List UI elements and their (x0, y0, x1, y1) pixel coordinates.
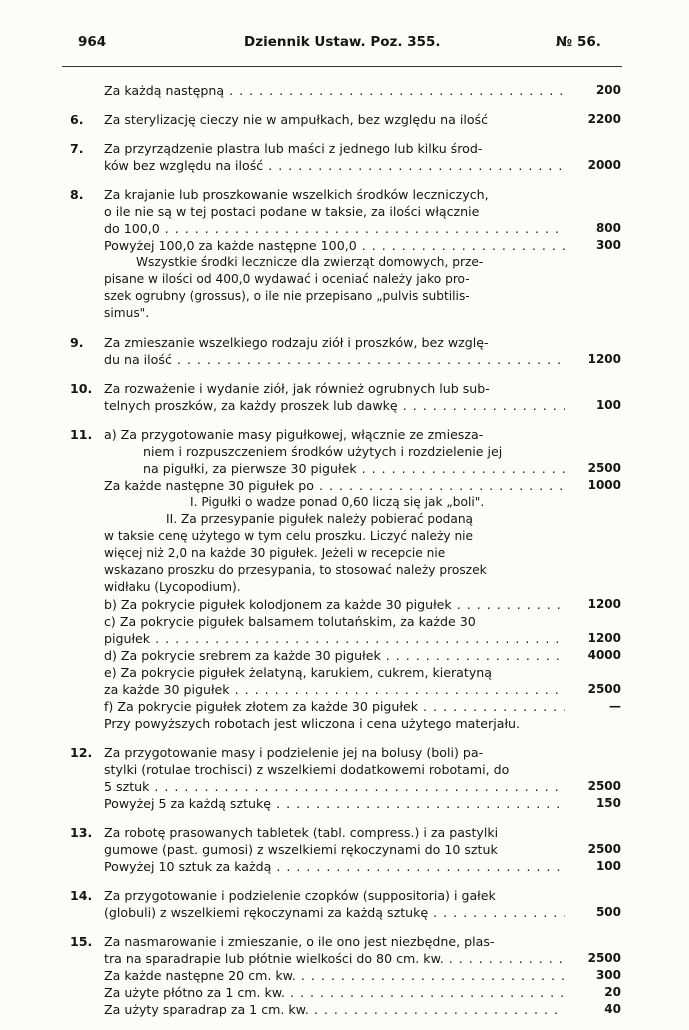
list-row (0, 824, 689, 841)
list-row (0, 203, 689, 220)
list-row (0, 426, 689, 443)
item-text: Za zmieszanie wszelkiego rodzaju ziół i proszków, bez wzglę- (104, 335, 489, 350)
list-row (0, 186, 689, 203)
list-row (0, 82, 689, 99)
item-number: 9. (70, 335, 84, 350)
item-price: 100 (595, 398, 621, 412)
item-number: 8. (70, 187, 84, 202)
item-text: stylki (rotulae trochisci) z wszelkiemi dodatkowemi robotami, do (104, 762, 510, 777)
list-row (0, 596, 689, 613)
list-item (0, 186, 689, 322)
item-text: o ile nie są w tej postaci podane w taksie, za ilości włącznie (104, 204, 480, 219)
item-note: simus". (104, 306, 150, 320)
item-note: widłaku (Lycopodium). (104, 580, 241, 594)
list-row (0, 157, 689, 174)
item-text: d) Za pokrycie srebrem za każde 30 pigułek . . . (104, 647, 565, 664)
list-row (0, 380, 689, 397)
list-row (0, 887, 689, 904)
item-text: Za sterylizację cieczy nie w ampułkach, bez względu na ilość (104, 112, 489, 127)
item-text: Za użyte płótno za 1 cm. kw. . . . (104, 984, 565, 1001)
item-text: za każde 30 pigułek . . . (104, 681, 565, 698)
list-row (0, 744, 689, 761)
item-text: du na ilość . . . (104, 351, 565, 368)
item-text: do 100,0 . . . (104, 220, 565, 237)
item-text: niem i rozpuszczeniem środków użytych i rozdzielenie jej (143, 444, 503, 459)
list-item (0, 82, 689, 99)
list-item (0, 933, 689, 1018)
list-row (0, 698, 689, 715)
list-item (0, 334, 689, 368)
list-row (0, 778, 689, 795)
item-text: Za każdą następną . . . (104, 82, 565, 99)
item-note: I. Pigułki o wadze ponad 0,60 liczą się jak „boli". (190, 495, 485, 509)
item-text: tra na sparadrapie lub płótnie wielkości do 80 cm. kw. . . . (104, 950, 565, 967)
item-price: 1200 (587, 631, 621, 645)
item-text: Za każde następne 20 cm. kw. . . . (104, 967, 565, 984)
item-price: 1200 (587, 597, 621, 611)
item-price: 800 (595, 221, 621, 235)
item-number: 6. (70, 112, 84, 127)
item-number: 14. (70, 888, 93, 903)
item-text: ków bez względu na ilość . . . (104, 157, 565, 174)
list-row (0, 397, 689, 414)
item-text: c) Za pokrycie pigułek balsamem tolutańskim, za każde 30 (104, 614, 476, 629)
issue-number: № 56. (556, 34, 601, 50)
item-price: 20 (604, 985, 621, 999)
list-row (0, 841, 689, 858)
list-row (0, 288, 689, 305)
item-text: Za użyty sparadrap za 1 cm. kw. . . . (104, 1001, 565, 1018)
list-row (0, 681, 689, 698)
list-row (0, 613, 689, 630)
list-row (0, 511, 689, 528)
item-text: Za krajanie lub proszkowanie wszelkich środków leczniczych, (104, 187, 489, 202)
item-text: Za przygotowanie i podzielenie czopków (suppositoria) i gałek (104, 888, 496, 903)
item-text: Za przyrządzenie plastra lub maści z jednego lub kilku środ- (104, 141, 483, 156)
item-note: II. Za przesypanie pigułek należy pobierać podaną (166, 512, 474, 526)
list-row (0, 460, 689, 477)
item-text: na pigułki, za pierwsze 30 pigułek . . . (143, 460, 565, 477)
item-text: e) Za pokrycie pigułek żelatyną, karukiem, cukrem, kieratyną (104, 665, 492, 680)
item-price: 4000 (587, 648, 621, 662)
list-row (0, 761, 689, 778)
item-price: 300 (595, 238, 621, 252)
item-text: a) Za przygotowanie masy pigułkowej, włącznie ze zmiesza- (104, 427, 484, 442)
list-row (0, 545, 689, 562)
item-text: f) Za pokrycie pigułek złotem za każde 30 pigułek . . . (104, 698, 565, 715)
item-number: 15. (70, 934, 93, 949)
list-row (0, 579, 689, 596)
item-price: 500 (595, 905, 621, 919)
list-row (0, 494, 689, 511)
item-text: telnych proszków, za każdy proszek lub dawkę . . . (104, 397, 565, 414)
page-number: 964 (78, 34, 107, 50)
item-note: więcej niż 2,0 na każde 30 pigułek. Jeżeli w recepcie nie (104, 546, 446, 560)
item-note: wskazano proszku do przesypania, to stosować należy proszek (104, 563, 487, 577)
list-row (0, 477, 689, 494)
item-text: Za przygotowanie masy i podzielenie jej na bolusy (boli) pa- (104, 745, 484, 760)
item-price: 2500 (587, 951, 621, 965)
item-text: Za nasmarowanie i zmieszanie, o ile ono jest niezbędne, plas- (104, 934, 495, 949)
item-text: 5 sztuk . . . (104, 778, 565, 795)
item-text: Powyżej 100,0 za każde następne 100,0 . . . (104, 237, 565, 254)
item-price: 40 (604, 1002, 621, 1016)
list-row (0, 111, 689, 128)
list-row (0, 647, 689, 664)
list-row (0, 858, 689, 875)
list-row (0, 237, 689, 254)
item-text: Przy powyższych robotach jest wliczona i cena użytego materjału. (104, 716, 521, 731)
item-text: Powyżej 10 sztuk za każdą . . . (104, 858, 565, 875)
item-price: 2500 (587, 842, 621, 856)
item-number: 13. (70, 825, 93, 840)
item-number: 11. (70, 427, 93, 442)
item-price: 100 (595, 859, 621, 873)
item-text: Za każde następne 30 pigułek po . . . (104, 477, 565, 494)
list-item (0, 426, 689, 732)
item-price: 2500 (587, 461, 621, 475)
list-row (0, 967, 689, 984)
list-row (0, 305, 689, 322)
list-row (0, 351, 689, 368)
item-price: 2500 (587, 779, 621, 793)
item-price: 300 (595, 968, 621, 982)
item-text: Powyżej 5 za każdą sztukę . . . (104, 795, 565, 812)
list-row (0, 795, 689, 812)
item-price: — (609, 699, 621, 713)
item-price: 1200 (587, 352, 621, 366)
list-row (0, 1001, 689, 1018)
item-price: 200 (595, 83, 621, 97)
item-number: 7. (70, 141, 84, 156)
list-item (0, 887, 689, 921)
list-row (0, 904, 689, 921)
tariff-list (0, 82, 689, 1030)
list-row (0, 271, 689, 288)
item-text: Za robotę prasowanych tabletek (tabl. compress.) i za pastylki (104, 825, 499, 840)
header-divider (62, 66, 622, 67)
item-text: (globuli) z wszelkiemi rękoczynami za każdą sztukę . . . (104, 904, 565, 921)
list-row (0, 933, 689, 950)
item-price: 1000 (587, 478, 621, 492)
item-note: szek ogrubny (grossus), o ile nie przepisano „pulvis subtilis- (104, 289, 470, 303)
item-price: 2500 (587, 682, 621, 696)
list-item (0, 140, 689, 174)
list-row (0, 715, 689, 732)
item-price: 2000 (587, 158, 621, 172)
item-price: 2200 (587, 112, 621, 126)
item-number: 10. (70, 381, 93, 396)
list-row (0, 630, 689, 647)
page-header (0, 34, 689, 58)
list-row (0, 950, 689, 967)
list-row (0, 140, 689, 157)
item-text: Za rozważenie i wydanie ziół, jak również ogrubnych lub sub- (104, 381, 490, 396)
list-item (0, 380, 689, 414)
item-text: b) Za pokrycie pigułek kolodjonem za każde 30 pigułek . . . (104, 596, 565, 613)
item-note: Wszystkie środki lecznicze dla zwierząt domowych, prze- (136, 255, 484, 269)
item-text: pigułek . . . (104, 630, 565, 647)
list-row (0, 562, 689, 579)
list-item (0, 824, 689, 875)
item-price: 150 (595, 796, 621, 810)
item-note: w taksie cenę użytego w tym celu proszku. Liczyć należy nie (104, 529, 474, 543)
list-item (0, 111, 689, 128)
item-text: gumowe (past. gumosi) z wszelkiemi rękoczynami do 10 sztuk (104, 842, 498, 857)
list-row (0, 443, 689, 460)
list-row (0, 220, 689, 237)
list-row (0, 528, 689, 545)
item-number: 12. (70, 745, 93, 760)
list-row (0, 664, 689, 681)
list-row (0, 984, 689, 1001)
journal-title: Dziennik Ustaw. Poz. 355. (244, 34, 441, 50)
list-row (0, 334, 689, 351)
list-item (0, 744, 689, 812)
list-row (0, 254, 689, 271)
item-note: pisane w ilości od 400,0 wydawać i oceniać należy jako pro- (104, 272, 470, 286)
